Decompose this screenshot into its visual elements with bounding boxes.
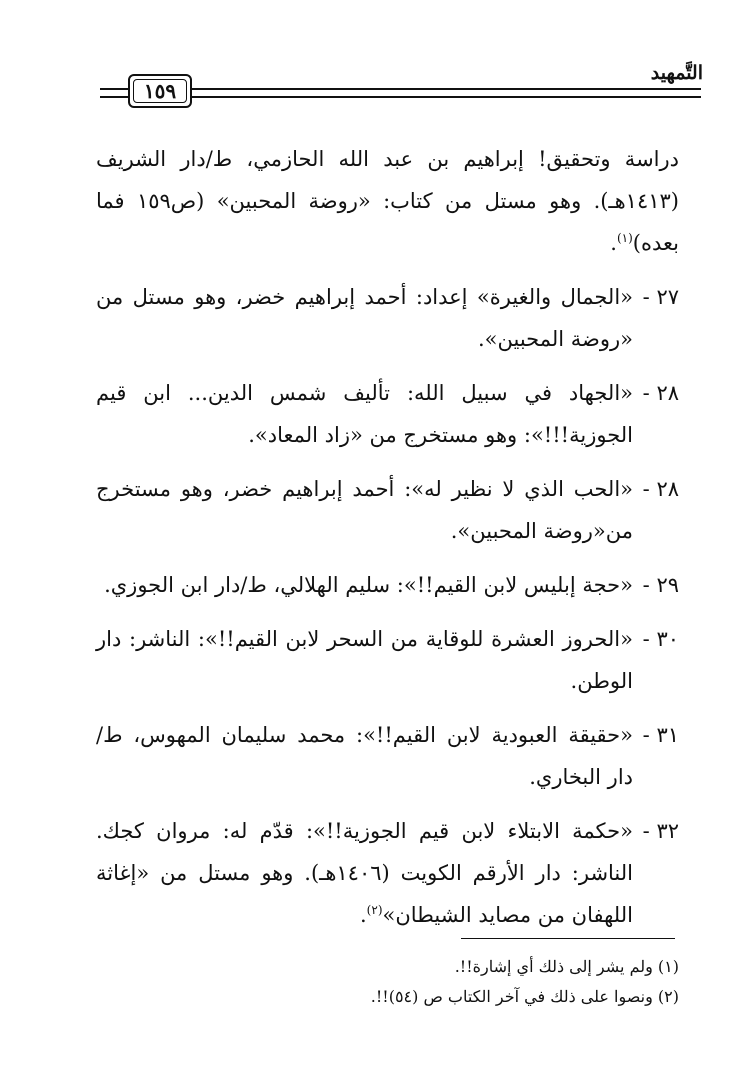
- entry-number: ٣٢ -: [642, 819, 679, 843]
- entry-number: ٢٩ -: [642, 573, 679, 597]
- list-item: [96, 564, 679, 606]
- running-title: التَّمهيد: [650, 62, 703, 84]
- intro-end: .: [610, 231, 617, 255]
- list-item: [96, 276, 679, 360]
- list-item: [96, 714, 679, 798]
- footnote-ref: (١): [616, 231, 633, 245]
- entry-text: «الجهاد في سبيل الله: تأليف شمس الدين... ابن قيم الجوزية!!!»: وهو مستخرج من «زاد المعاد».: [96, 381, 633, 447]
- footnote-marker: (١): [657, 957, 679, 976]
- entry-text: «حجة إبليس لابن القيم!!»: سليم الهلالي، ط/دار ابن الجوزي.: [104, 573, 633, 597]
- footnotes: [280, 952, 679, 1012]
- entry-end: .: [359, 903, 367, 927]
- footnote-ref: (٢): [366, 903, 383, 917]
- intro-text: دراسة وتحقيق! إبراهيم بن عبد الله الحازمي، ط/دار الشريف (١٤١٣هـ). وهو مستل من كتاب: «روضة المحبين» (ص١٥٩ فما بعده): [96, 147, 679, 255]
- entry-text: «حكمة الابتلاء لابن قيم الجوزية!!»: قدّم له: مروان كجك. الناشر: دار الأرقم الكويت (١٤٠٦هـ). وهو مستل من «إغاثة اللهفان من مصايد الشيطان»: [96, 819, 634, 927]
- main-text: [96, 138, 679, 948]
- entry-text: «الحب الذي لا نظير له»: أحمد إبراهيم خضر، وهو مستخرج من«روضة المحبين».: [96, 477, 633, 543]
- entry-text: «الجمال والغيرة» إعداد: أحمد إبراهيم خضر، وهو مستل من «روضة المحبين».: [96, 285, 633, 351]
- entry-text: «الحروز العشرة للوقاية من السحر لابن القيم!!»: الناشر: دار الوطن.: [96, 627, 633, 693]
- intro-paragraph: [96, 138, 679, 264]
- list-item: [96, 618, 679, 702]
- footnote-text: ونصوا على ذلك في آخر الكتاب ص (٥٤)!!.: [370, 987, 653, 1006]
- footnote: [280, 982, 679, 1012]
- entry-number: ٢٧ -: [642, 285, 679, 309]
- page-number: ١٥٩: [143, 79, 177, 103]
- list-item: [96, 810, 679, 936]
- entry-number: ٢٨ -: [642, 381, 679, 405]
- footnote-marker: (٢): [657, 987, 679, 1006]
- footnote-text: ولم يشر إلى ذلك أي إشارة!!.: [454, 957, 653, 976]
- entry-number: ٣٠ -: [642, 627, 679, 651]
- entry-number: ٣١ -: [642, 723, 679, 747]
- list-item: [96, 468, 679, 552]
- footnote-separator: [461, 938, 675, 939]
- entry-number: ٢٨ -: [642, 477, 679, 501]
- footnote: [280, 952, 679, 982]
- entry-text: «حقيقة العبودية لابن القيم!!»: محمد سليمان المهوس، ط/ دار البخاري.: [96, 723, 633, 789]
- page-number-box: [128, 74, 192, 108]
- list-item: [96, 372, 679, 456]
